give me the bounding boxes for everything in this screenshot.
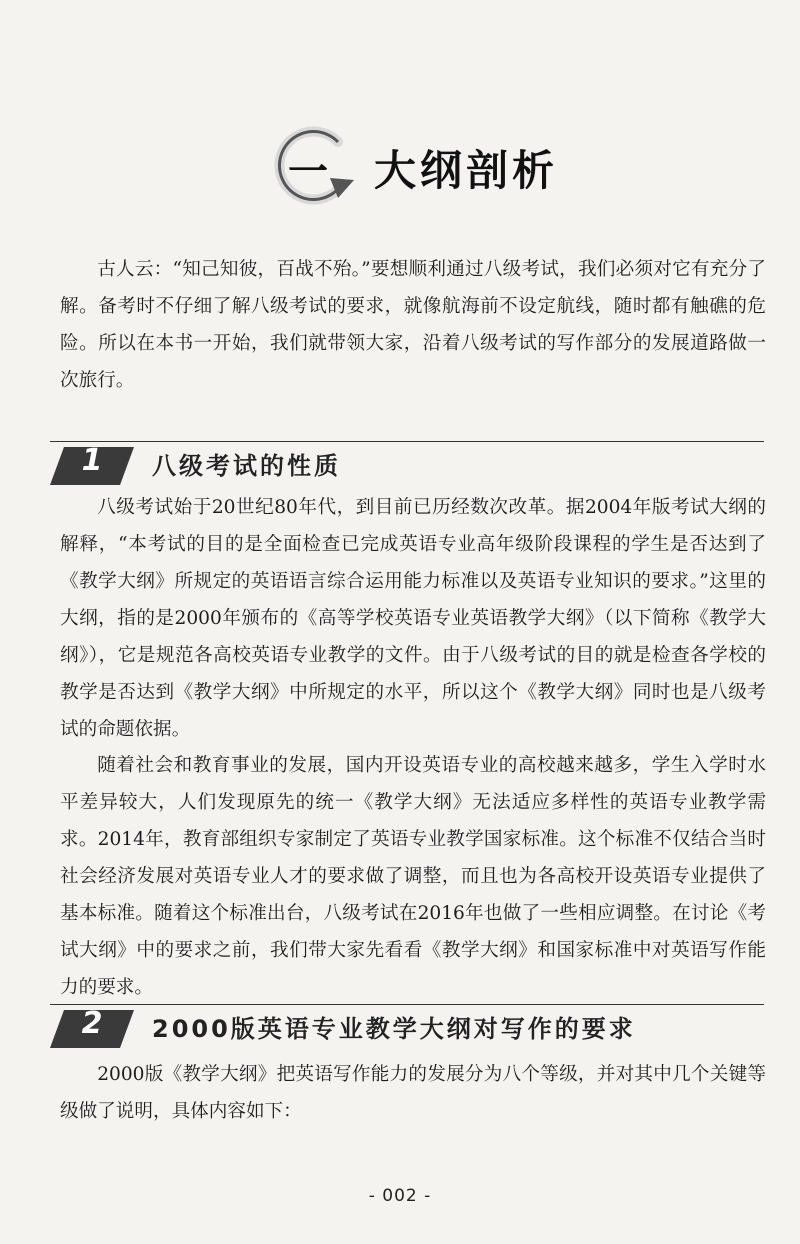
section-title: 八级考试的性质 [152,452,341,480]
section-1-paragraph-1: 八级考试始于20世纪80年代，到目前已历经数次改革。据2004年版考试大纲的解释，“本考试的目的是全面检查已完成英语专业高年级阶段课程的学生是否达到了《教学大纲》所规定的英语语言综合运用能力标准以及英语专业知识的要求。”这里的大纲，指的是2000年颁布的《高等学校英语专业英语教学大纲》（以下简称《教学大纲》），它是规范各高校英语专业教学的文件。由于八级考试的目的就是检查各学校的教学是否达到《教学大纲》中所规定的水平，所以这个《教学大纲》同时也是八级考试的命题依据。 [60,497,766,740]
section-heading-2 [50,1004,764,1052]
section-heading-1 [50,441,764,489]
chapter-number-badge [268,122,360,214]
section-divider [50,1004,764,1005]
section-title: 2000版英语专业教学大纲对写作的要求 [152,1015,636,1043]
intro-paragraph: 古人云：“知己知彼，百战不殆。”要想顺利通过八级考试，我们必须对它有充分了解。备考时不仔细了解八级考试的要求，就像航海前不设定航线，随时都有触礁的危险。所以在本书一开始，我们就带领大家，沿着八级考试的写作部分的发展道路做一次旅行。 [60,259,766,391]
section-divider [50,441,764,442]
chapter-header [268,120,558,216]
chapter-number: 一 [288,148,328,195]
section-1-paragraph-2: 随着社会和教育事业的发展，国内开设英语专业的高校越来越多，学生入学时水平差异较大，人们发现原先的统一《教学大纲》无法适应多样性的英语专业教学需求。2014年，教育部组织专家制定了英语专业教学国家标准。这个标准不仅结合当时社会经济发展对英语专业人才的要求做了调整，而且也为各高校开设英语专业提供了基本标准。随着这个标准出台，八级考试在2016年也做了一些相应调整。在讨论《考试大纲》中的要求之前，我们带大家先看看《教学大纲》和国家标准中对英语写作能力的要求。 [60,755,766,998]
page-number: - 002 - [368,1186,432,1206]
chapter-title: 大纲剖析 [374,146,559,195]
section-number: 2 [81,1006,103,1041]
section-number: 1 [81,443,103,478]
section-2-paragraph-1: 2000版《教学大纲》把英语写作能力的发展分为八个等级，并对其中几个关键等级做了说明，具体内容如下： [60,1064,766,1122]
